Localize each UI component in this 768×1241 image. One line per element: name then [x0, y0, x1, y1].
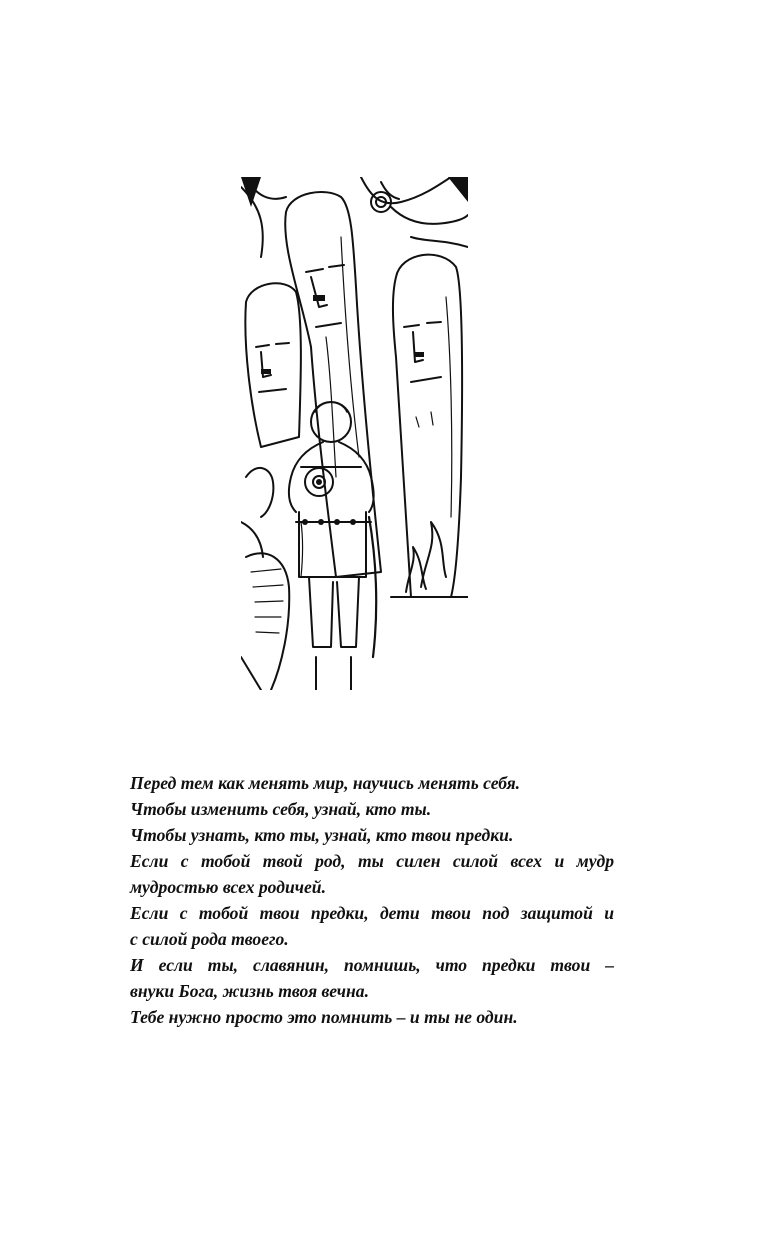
epigraph-line: Если с тобой твои предки, дети твои под защитой и [130, 903, 614, 923]
epigraph-line: Перед тем как менять мир, научись менять себя. [130, 773, 521, 793]
idols-drawing-icon [241, 177, 468, 690]
idols-illustration [241, 177, 468, 690]
epigraph-line: внуки Бога, жизнь твоя вечна. [130, 981, 369, 1001]
epigraph-line: Чтобы узнать, кто ты, узнай, кто твои предки. [130, 825, 514, 845]
epigraph-line: И если ты, славянин, помнишь, что предки твои – [130, 955, 614, 975]
epigraph-line: Тебе нужно просто это помнить – и ты не один. [130, 1007, 518, 1027]
epigraph-line: Чтобы изменить себя, узнай, кто ты. [130, 799, 432, 819]
epigraph-line: мудростью всех родичей. [130, 877, 326, 897]
epigraph-line: с силой рода твоего. [130, 929, 289, 949]
epigraph-line: Если с тобой твой род, ты силен силой всех и мудр [130, 851, 614, 871]
epigraph-text [130, 770, 614, 1030]
